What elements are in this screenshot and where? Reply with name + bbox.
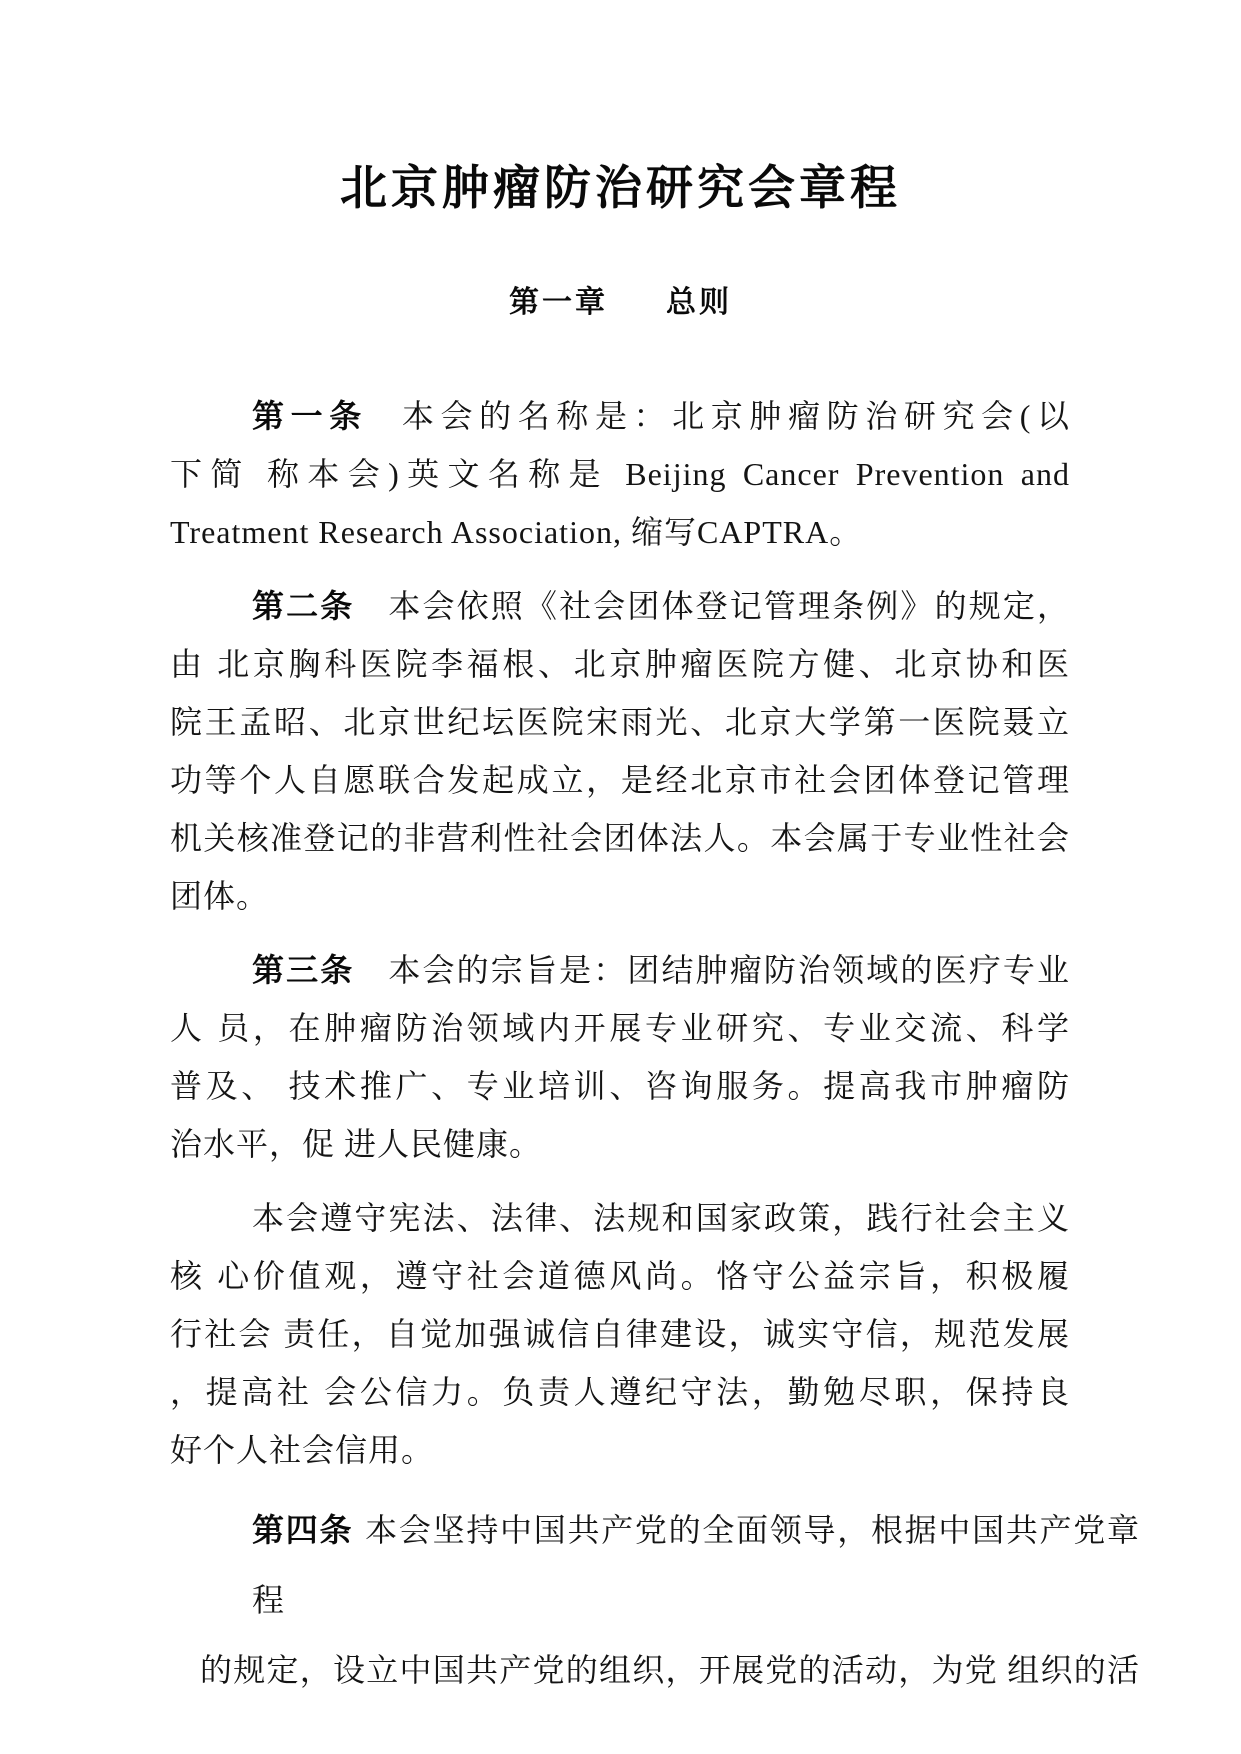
text-line: 好个人社会信用。 [170,1432,435,1468]
document-title: 北京肿瘤防治研究会章程 [340,163,901,215]
text-line: 本会遵守宪法、法律、法规和国家政策，践行社会主义 [252,1200,1070,1236]
text-line: 功等个人自愿联合发起成立，是经北京市社会团体登记管理 [170,762,1070,798]
article-4-label: 第四条 [252,1512,354,1548]
document-body [170,387,1140,1705]
chapter-heading [0,283,1241,323]
text-line: 院王孟昭、北京世纪坛医院宋雨光、北京大学第一医院聂立 [170,704,1070,740]
article-4 [170,1495,1140,1705]
text-line: 普及、 技术推广、专业培训、咨询服务。提高我市肿瘤防 [170,1068,1070,1104]
text-line: 下简 称本会)英文名称是 Beijing Cancer Prevention and [170,456,1070,492]
text-line: ，提高社 会公信力。负责人遵纪守法，勤勉尽职，保持良 [170,1374,1070,1410]
text-line [170,941,1070,999]
text-line-content: 本会的名称是：北京肿瘤防治研究会(以 [401,398,1070,434]
article-3-compliance-paragraph [170,1189,1070,1479]
text-line-content: 本会坚持中国共产党的全面领导，根据中国共产党章程 [252,1512,1140,1618]
article-3 [170,941,1070,1173]
chapter-name: 总则 [666,286,732,319]
text-line: Treatment Research Association, 缩写CAPTRA。 [170,514,863,550]
text-line [170,387,1070,445]
text-line: 人 员，在肿瘤防治领域内开展专业研究、专业交流、科学 [170,1010,1070,1046]
article-2 [170,577,1070,925]
text-line [170,577,1070,635]
article-1 [170,387,1070,561]
text-line: 治水平，促 进人民健康。 [170,1126,543,1162]
text-line [170,1495,1140,1635]
text-line: 团体。 [170,878,270,914]
article-3-label: 第三条 [252,952,355,988]
article-2-label: 第二条 [252,588,355,624]
article-1-label: 第一条 [252,398,368,434]
text-line-content: 本会依照《社会团体登记管理条例》的规定， [388,588,1070,624]
chapter-number: 第一章 [509,286,608,319]
text-line: 行社会 责任，自觉加强诚信自律建设，诚实守信，规范发展 [170,1316,1070,1352]
text-line: 由 北京胸科医院李福根、北京肿瘤医院方健、北京协和医 [170,646,1070,682]
text-line: 机关核准登记的非营利性社会团体法人。本会属于专业性社会 [170,820,1070,856]
text-line-content: 本会的宗旨是：团结肿瘤防治领域的医疗专业 [388,952,1070,988]
text-line: 核 心价值观，遵守社会道德风尚。恪守公益宗旨，积极履 [170,1258,1070,1294]
text-line: 的规定，设立中国共产党的组织，开展党的活动，为党 组织的活 [200,1652,1140,1688]
